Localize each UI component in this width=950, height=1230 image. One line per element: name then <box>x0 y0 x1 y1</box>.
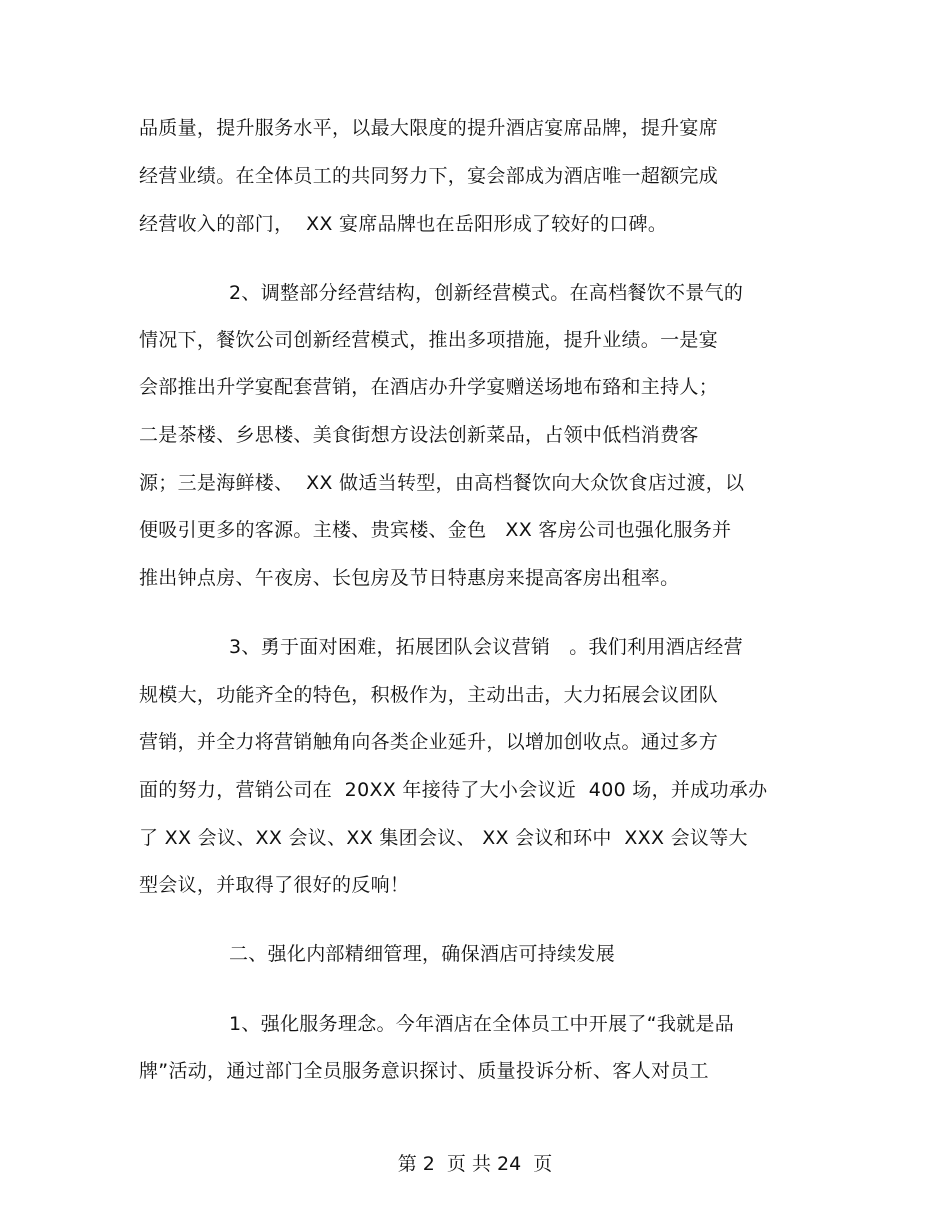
paragraph-line: 会部推出升学宴配套营销，在酒店办升学宴赠送场地布臵和主持人； <box>139 376 719 398</box>
paragraph-line: 2、调整部分经营结构，创新经营模式。在高档餐饮不景气的 <box>229 282 744 304</box>
paragraph-line: 源；三是海鲜楼、 XX 做适当转型，由高档餐饮向大众饮食店过渡，以 <box>139 472 745 494</box>
paragraph-line: 牌”活动，通过部门全员服务意识探讨、质量投诉分析、客人对员工 <box>139 1060 709 1082</box>
paragraph-line: 经营业绩。在全体员工的共同努力下，宴会部成为酒店唯一超额完成 <box>139 165 719 187</box>
paragraph-line: 了 XX 会议、XX 会议、XX 集团会议、 XX 会议和环中 XXX 会议等大 <box>139 827 748 849</box>
paragraph-line: 规模大，功能齐全的特色，积极作为，主动出击，大力拓展会议团队 <box>139 684 719 706</box>
paragraph-line: 型会议，并取得了很好的反响！ <box>139 874 410 896</box>
paragraph-line: 3、勇于面对困难，拓展团队会议营销 。我们利用酒店经营 <box>229 636 743 658</box>
paragraph-line: 二是茶楼、乡思楼、美食街想方设法创新菜品，占领中低档消费客 <box>139 424 699 446</box>
paragraph-line: 经营收入的部门， XX 宴席品牌也在岳阳形成了较好的口碑。 <box>139 213 668 235</box>
paragraph-line: 1、强化服务理念。今年酒店在全体员工中开展了“我就是品 <box>229 1013 735 1035</box>
paragraph-line: 营销，并全力将营销触角向各类企业延升，以增加创收点。通过多方 <box>139 731 719 753</box>
paragraph-line: 推出钟点房、午夜房、长包房及节日特惠房来提高客房出租率。 <box>139 567 680 589</box>
paragraph-line: 情况下，餐饮公司创新经营模式，推出多项措施，提升业绩。一是宴 <box>139 329 719 351</box>
page-number-footer: 第 2 页 共 24 页 <box>397 1153 553 1175</box>
section-heading: 二、强化内部精细管理，确保酒店可持续发展 <box>229 943 616 965</box>
paragraph-line: 面的努力，营销公司在 20XX 年接待了大小会议近 400 场，并成功承办 <box>139 779 768 801</box>
paragraph-line: 便吸引更多的客源。主楼、贵宾楼、金色 XX 客房公司也强化服务并 <box>139 519 732 541</box>
paragraph-line: 品质量，提升服务水平，以最大限度的提升酒店宴席品牌，提升宴席 <box>139 117 719 139</box>
